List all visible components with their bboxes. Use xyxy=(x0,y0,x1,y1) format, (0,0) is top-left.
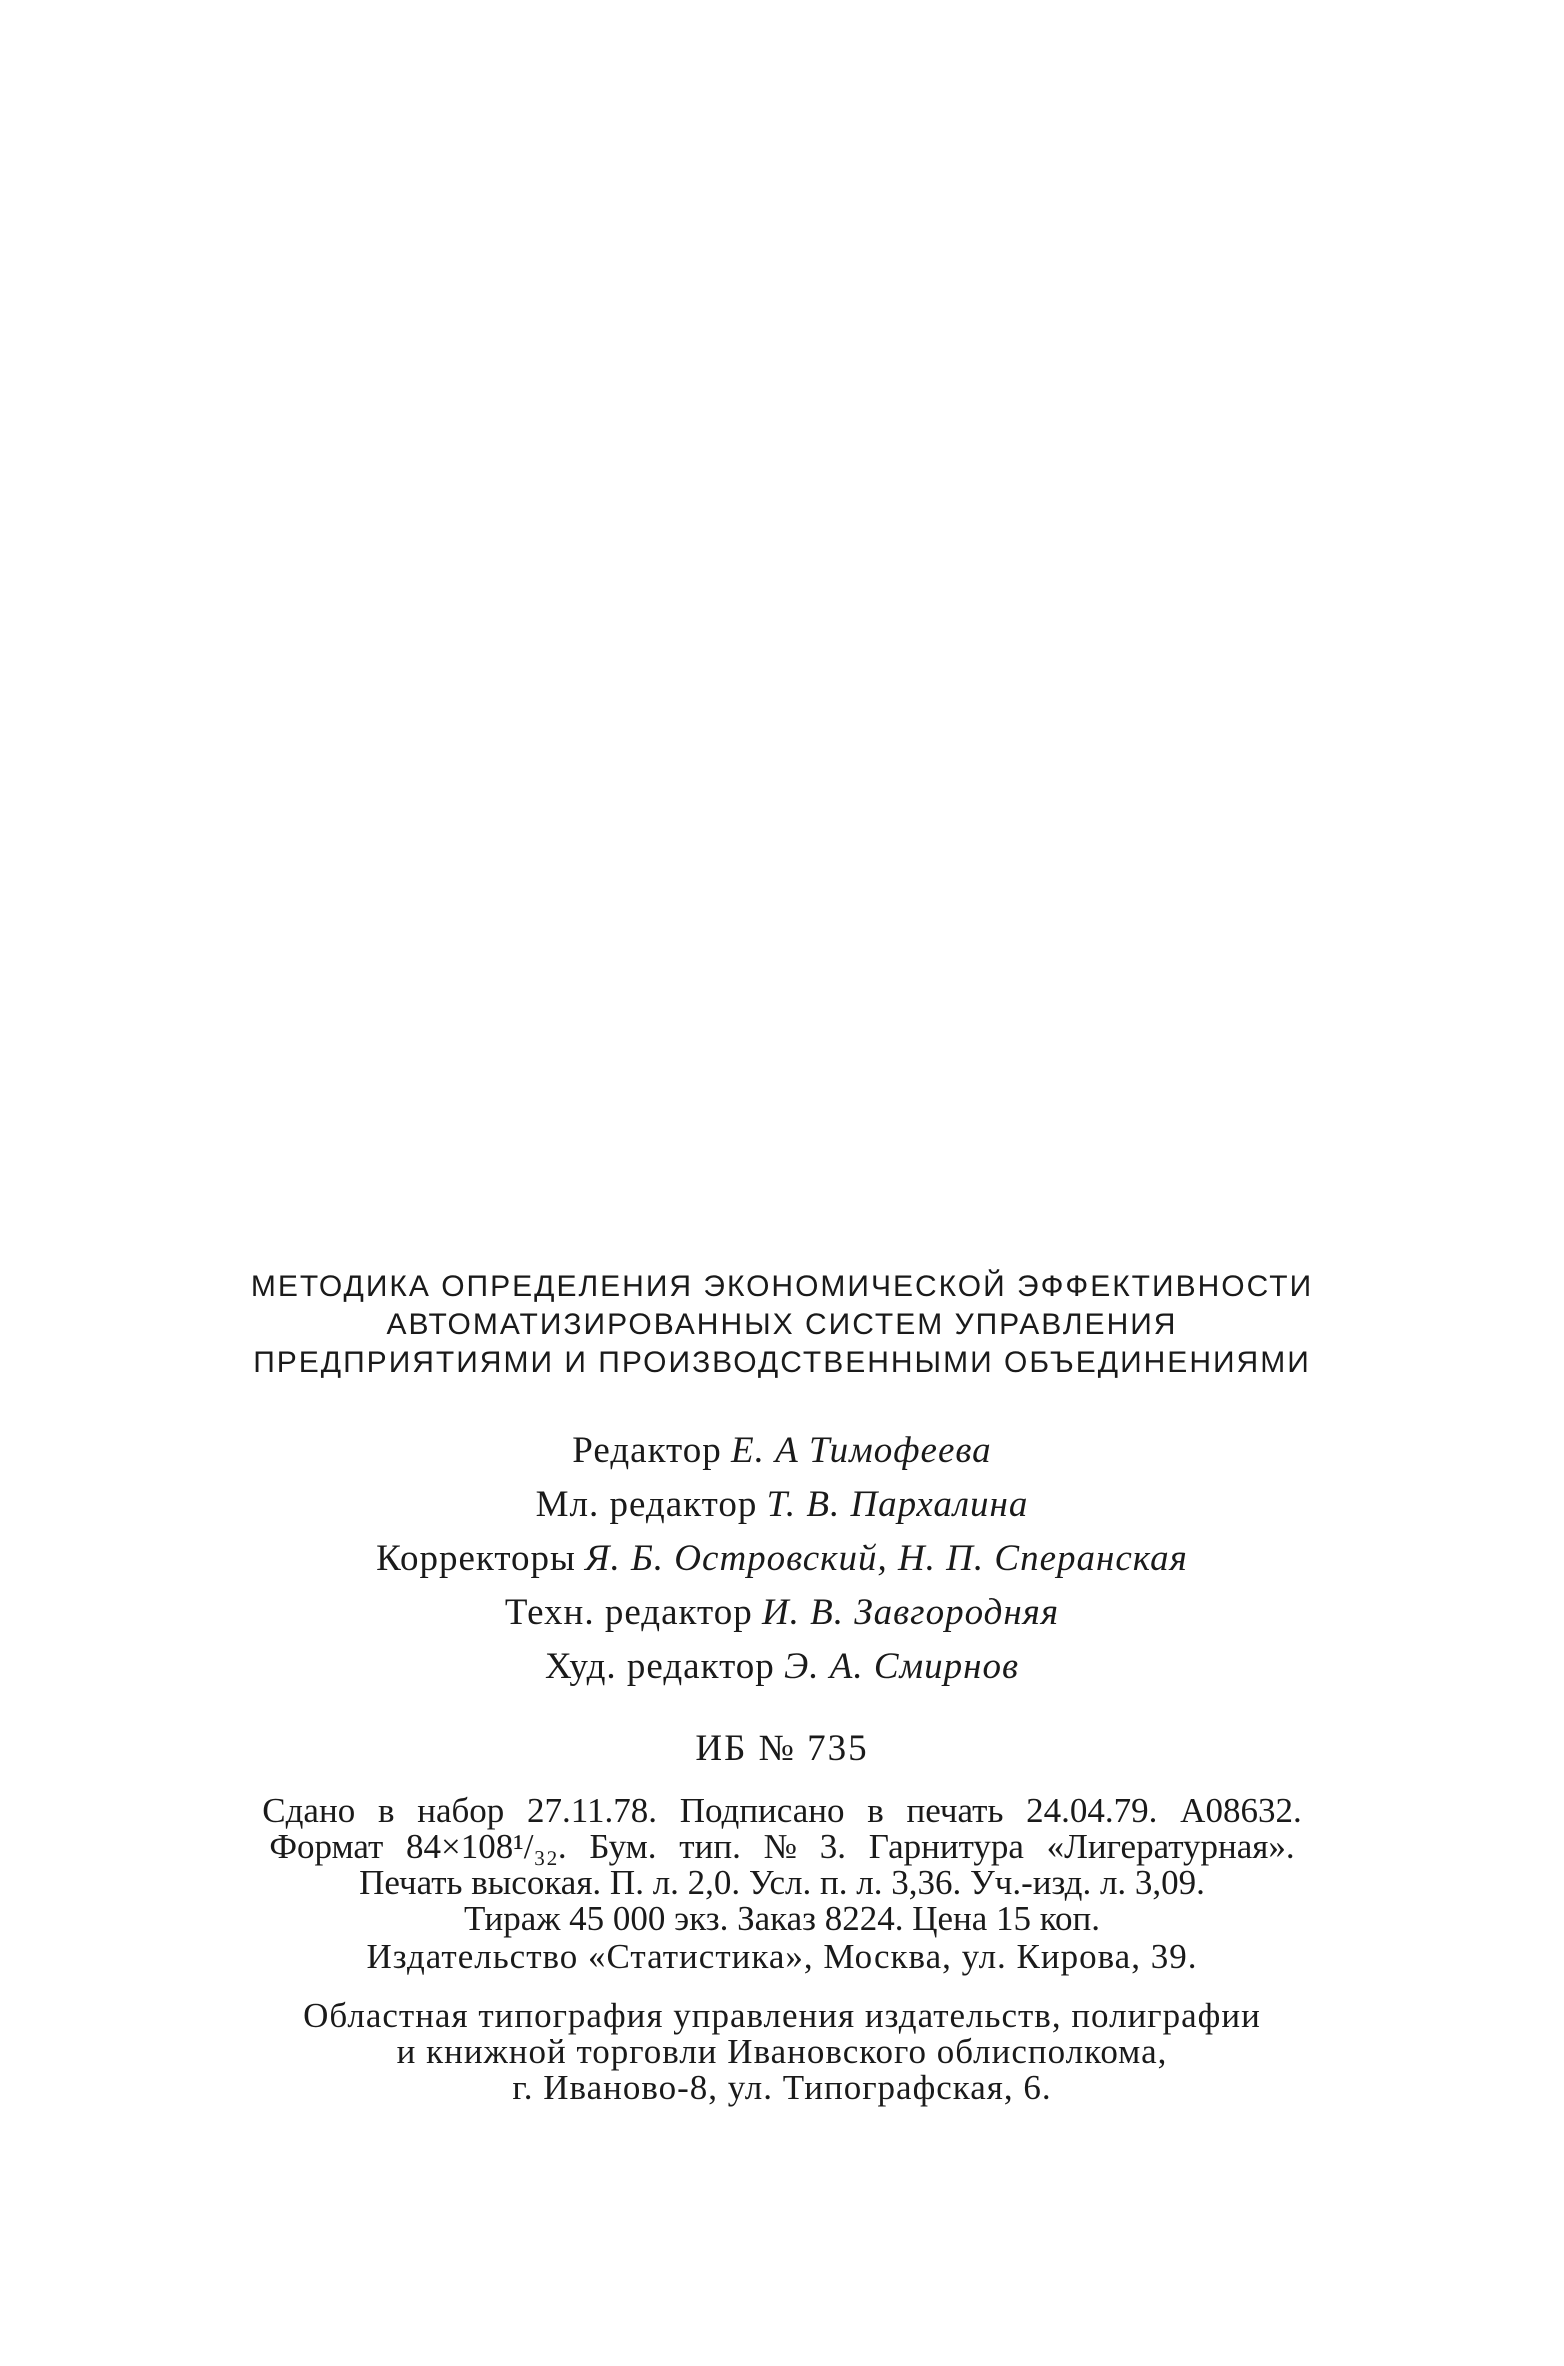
credit-art-editor xyxy=(200,1640,1364,1694)
book-title-line: АВТОМАТИЗИРОВАННЫХ СИСТЕМ УПРАВЛЕНИЯ xyxy=(386,1308,1178,1341)
credit-role: Техн. редактор xyxy=(504,1592,753,1633)
print-imprint xyxy=(200,1793,1364,1937)
credit-name: Я. Б. Островский, Н. П. Сперанская xyxy=(585,1538,1188,1579)
imprint-line: Печать высокая. П. л. 2,0. Усл. п. л. 3,36. Уч.-изд. л. 3,09. xyxy=(359,1863,1205,1902)
credit-name: Е. А Тимофеева xyxy=(731,1430,992,1471)
imprint-line: Тираж 45 000 экз. Заказ 8224. Цена 15 коп. xyxy=(463,1899,1101,1938)
credit-editor xyxy=(200,1424,1364,1478)
publisher-address: Издательство «Статистика», Москва, ул. Кирова, 39. xyxy=(366,1937,1198,1976)
book-title xyxy=(200,1268,1364,1382)
ib-number: ИБ № 735 xyxy=(695,1728,869,1769)
credit-name: И. В. Завгородняя xyxy=(761,1592,1060,1633)
credit-role: Редактор xyxy=(572,1430,722,1471)
credit-role: Корректоры xyxy=(376,1538,576,1579)
credit-role: Худ. редактор xyxy=(544,1646,775,1687)
credit-proofreaders xyxy=(200,1532,1364,1586)
credit-junior-editor xyxy=(200,1478,1364,1532)
imprint-line: Сдано в набор 27.11.78. Подписано в печать 24.04.79. А08632. xyxy=(262,1791,1302,1830)
credit-technical-editor xyxy=(200,1586,1364,1640)
printer-line: г. Иваново-8, ул. Типографская, 6. xyxy=(512,2068,1052,2107)
imprint-line: Формат 84×108¹/₃₂. Бум. тип. № 3. Гарнитура «Лигературная». xyxy=(269,1827,1295,1866)
book-title-line: ПРЕДПРИЯТИЯМИ И ПРОИЗВОДСТВЕННЫМИ ОБЪЕДИНЕНИЯМИ xyxy=(253,1346,1311,1379)
printer-line: и книжной торговли Ивановского облисполкома, xyxy=(396,2032,1168,2071)
credit-name: Т. В. Пархалина xyxy=(766,1484,1029,1525)
editorial-credits xyxy=(200,1424,1364,1694)
credit-name: Э. А. Смирнов xyxy=(784,1646,1020,1687)
credit-role: Мл. редактор xyxy=(535,1484,758,1525)
printer-info xyxy=(200,1998,1364,2106)
book-title-line: МЕТОДИКА ОПРЕДЕЛЕНИЯ ЭКОНОМИЧЕСКОЙ ЭФФЕКТИВНОСТИ xyxy=(250,1270,1314,1303)
printer-line: Областная типография управления издательств, полиграфии xyxy=(303,1996,1261,2035)
